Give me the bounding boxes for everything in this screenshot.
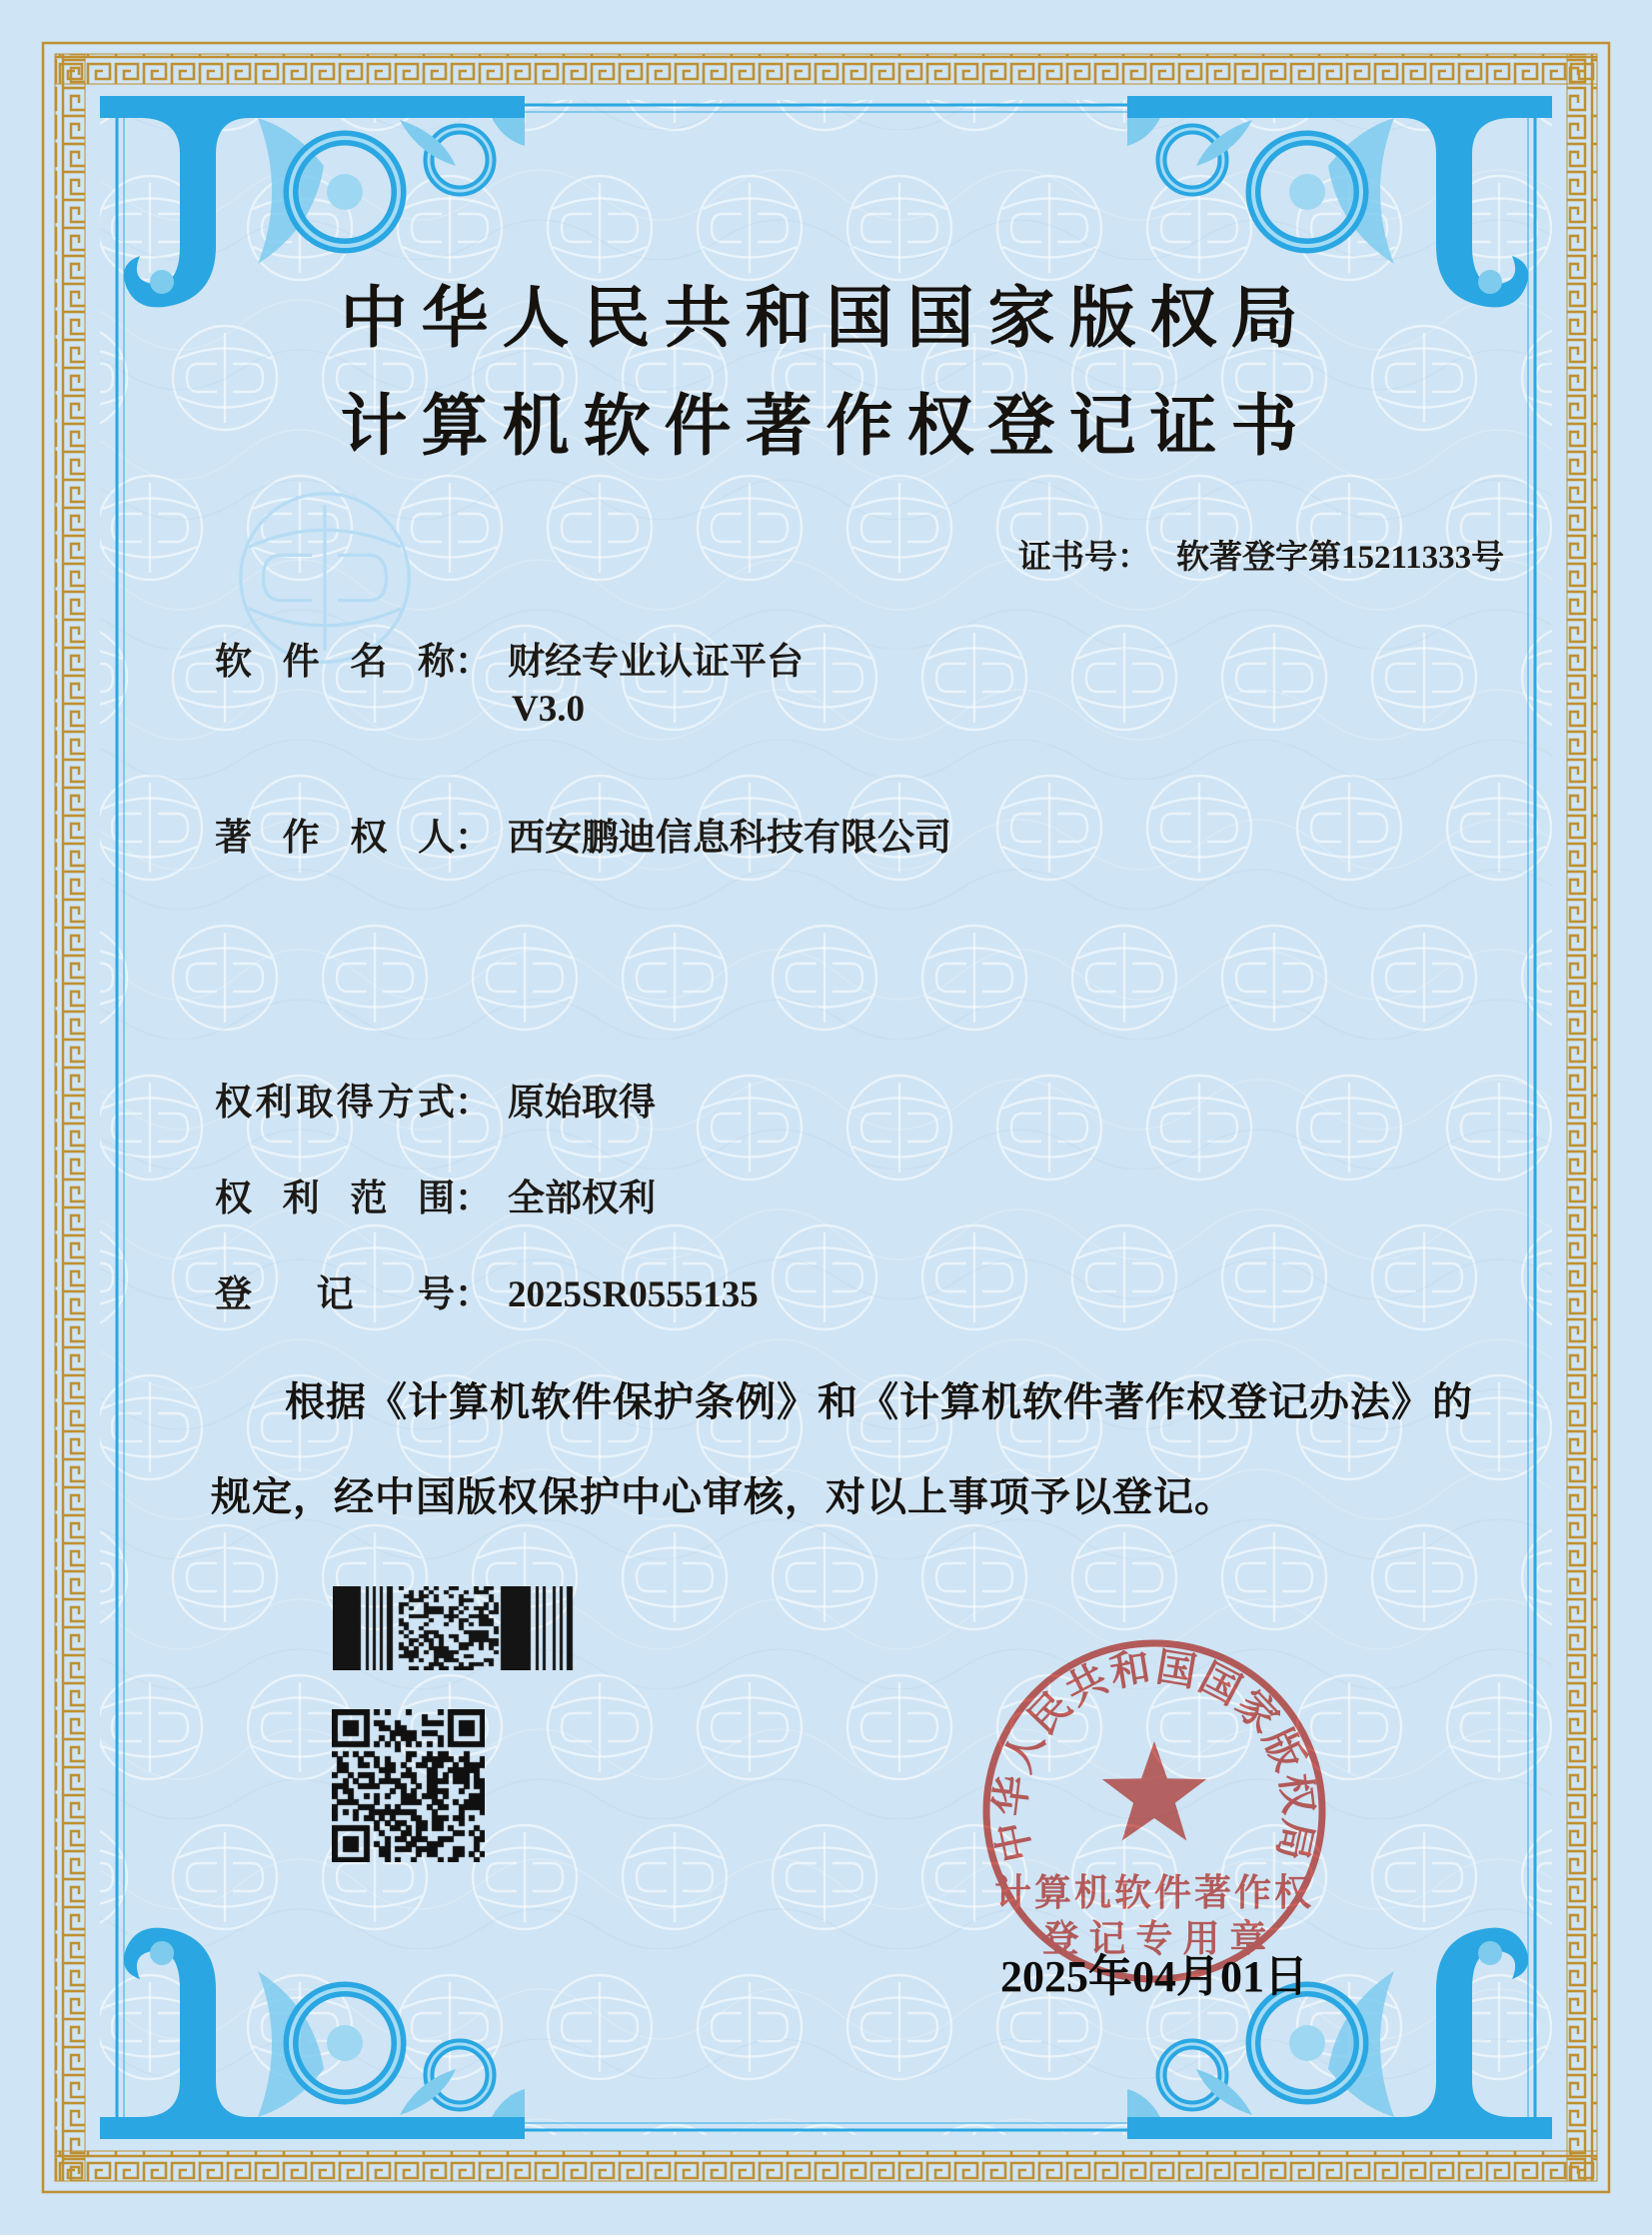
field-registration-number <box>215 1276 759 1313</box>
certificate-number <box>1018 531 1504 578</box>
field-software-name <box>215 644 804 681</box>
issue-date: 2025年04月01日 <box>1000 1952 1308 2001</box>
field-value: 西安鹏迪信息科技有限公司 <box>508 818 951 859</box>
certificate-number-label: 证书号： <box>1018 540 1150 576</box>
field-colon: ： <box>455 1274 492 1315</box>
certificate-title-line2: 计算机软件著作权登记证书 <box>340 390 1312 464</box>
certificate-title-line1: 中华人民共和国国家版权局 <box>340 282 1312 356</box>
field-label: 权利取得方式 <box>215 1083 455 1123</box>
field-colon: ： <box>455 1083 492 1123</box>
field-label: 软件名称 <box>215 642 455 683</box>
field-label: 权利范围 <box>215 1178 455 1219</box>
seal-arc-text: 中华人民共和国国家版权局 <box>986 1643 1322 1866</box>
pdf417-barcode <box>333 1586 577 1670</box>
field-value: 财经专业认证平台 <box>508 642 804 683</box>
software-version: V3.0 <box>512 689 585 730</box>
field-label: 登记号 <box>215 1274 455 1315</box>
seal-sub-text-2: 登记专用章 <box>1041 1919 1277 1960</box>
field-acquisition-method <box>215 1085 656 1121</box>
field-value: 原始取得 <box>508 1083 656 1123</box>
certificate-number-value: 软著登字第15211333号 <box>1176 540 1505 576</box>
field-label: 著作权人 <box>215 818 455 859</box>
registration-statement-line2: 规定，经中国版权保护中心审核，对以上事项予以登记。 <box>211 1474 1235 1519</box>
field-copyright-owner <box>215 820 951 857</box>
registration-statement-line1: 根据《计算机软件保护条例》和《计算机软件著作权登记办法》的 <box>285 1379 1473 1424</box>
field-rights-scope <box>215 1180 656 1217</box>
field-colon: ： <box>455 818 492 859</box>
field-value: 全部权利 <box>508 1178 656 1219</box>
field-value: 2025SR0555135 <box>508 1274 759 1315</box>
field-colon: ： <box>455 1178 492 1219</box>
field-colon: ： <box>455 642 492 683</box>
seal-sub-text-1: 计算机软件著作权 <box>994 1873 1314 1914</box>
qr-code <box>332 1709 485 1862</box>
